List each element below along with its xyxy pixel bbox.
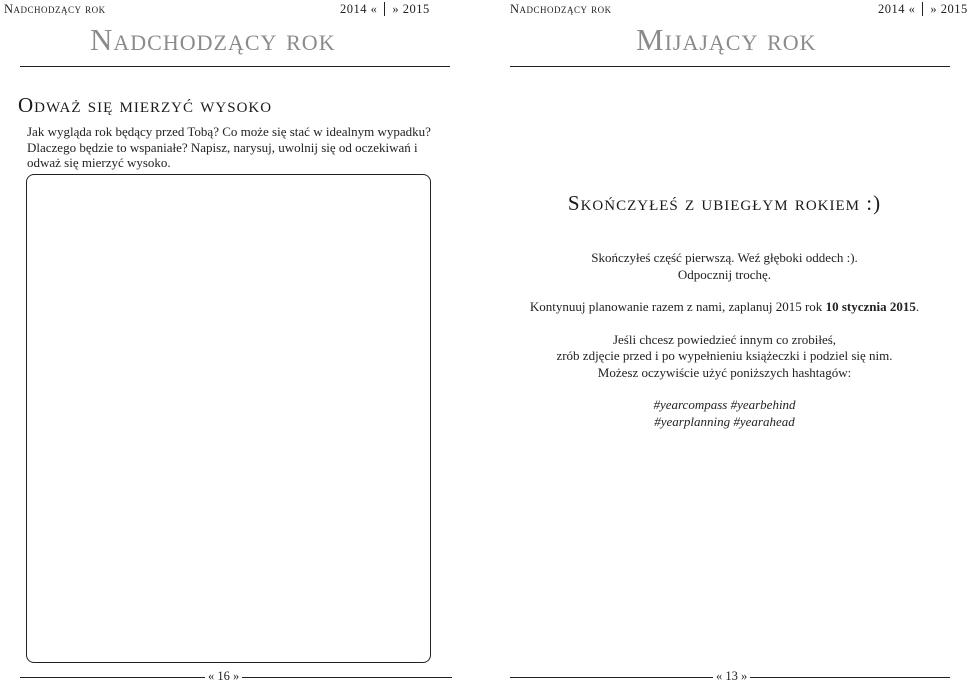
next-year-link[interactable]: » 2015 <box>930 2 968 16</box>
paragraph-line: Jak wygląda rok będący przed Tobą? Co może się stać w idealnym wypadku? <box>27 124 431 139</box>
year-navigation <box>878 2 968 17</box>
divider <box>922 2 923 16</box>
summary-text <box>490 250 959 430</box>
prev-year-link[interactable]: 2014 « <box>340 2 378 16</box>
share-line: Jeśli chcesz powiedzieć innym co zrobiłeś, <box>612 331 837 347</box>
title-rule <box>20 66 450 67</box>
plan-line: Kontynuuj planowanie razem z nami, zaplanuj 2015 rok 10 stycznia 2015. <box>529 299 920 314</box>
page-title: Nadchodzący rok <box>90 22 336 57</box>
next-year-link[interactable]: » 2015 <box>392 2 430 16</box>
share-line: Możesz oczywiście użyć poniższych hashtagów: <box>597 364 852 380</box>
title-rule <box>510 66 950 67</box>
section-title: Skończyłeś z ubiegłym rokiem :) <box>567 191 882 215</box>
page-number: « 13 » <box>713 669 750 684</box>
plan-date: 10 stycznia 2015 <box>825 299 916 314</box>
text-line: Odpocznij trochę. <box>677 266 772 282</box>
text-line: Skończyłeś część pierwszą. Weź głęboki oddech :). <box>591 250 858 265</box>
paragraph-line: odważ się mierzyć wysoko. <box>27 155 171 170</box>
page-title: Mijający rok <box>636 22 817 57</box>
right-page <box>490 0 968 683</box>
drawing-area[interactable] <box>26 174 431 663</box>
paragraph-line: Dlaczego będzie to wspaniałe? Napisz, narysuj, uwolnij się od oczekiwań i <box>27 139 418 155</box>
section-paragraph <box>27 124 437 171</box>
page-number: « 16 » <box>205 669 242 684</box>
left-page <box>0 0 470 683</box>
section-title: Odważ się mierzyć wysoko <box>18 93 273 117</box>
hashtags: #yearplanning #yearahead <box>654 413 795 429</box>
year-navigation <box>340 2 430 17</box>
hashtags: #yearcompass #yearbehind <box>653 397 796 412</box>
running-head: Nadchodzący rok <box>510 2 612 16</box>
divider <box>384 2 385 16</box>
running-head: Nadchodzący rok <box>4 2 106 16</box>
prev-year-link[interactable]: 2014 « <box>878 2 916 16</box>
share-line: zrób zdjęcie przed i po wypełnieniu książeczki i podziel się nim. <box>556 348 893 363</box>
